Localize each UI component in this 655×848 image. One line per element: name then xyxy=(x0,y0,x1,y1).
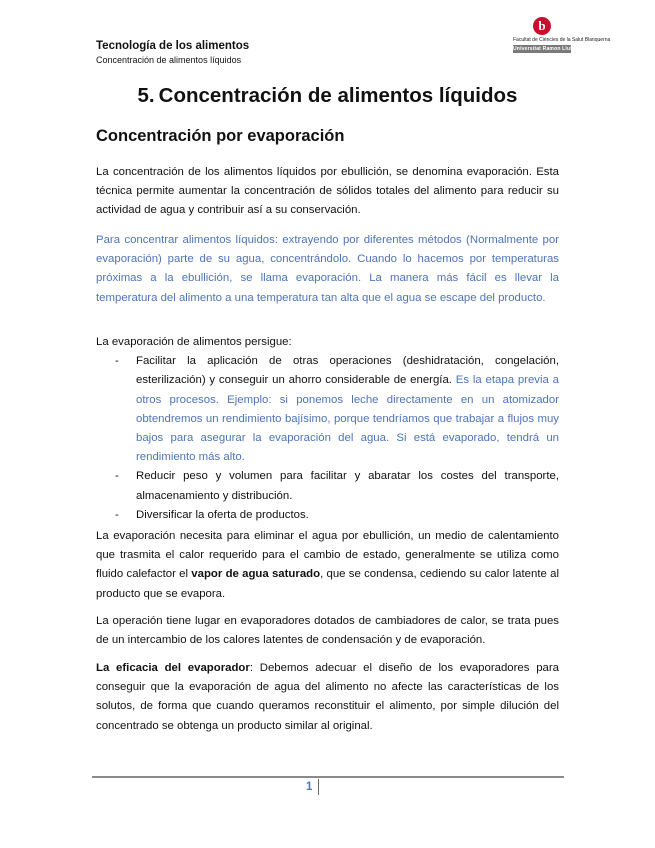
paragraph-intro: La concentración de los alimentos líquidos por ebullición, se denomina evaporación. Esta técnica permite aumentar la concentración de sólidos totales del alimento para reducir su actividad de agua y contribuir así a su conservación. xyxy=(96,166,559,217)
paragraph-bold-term: vapor de agua saturado xyxy=(191,568,321,581)
header-subtitle: Concentración de alimentos líquidos xyxy=(96,55,242,65)
list-item xyxy=(96,506,559,525)
paragraph-operation: La operación tiene lugar en evaporadores dotados de cambiadores de calor, se trata pues de un intercambio de los calores latentes de condensación y de evaporación. xyxy=(96,615,559,647)
chapter-title: Concentración de alimentos líquidos xyxy=(158,84,518,107)
header-title: Tecnología de los alimentos xyxy=(96,40,250,52)
paragraph-note: Para concentrar alimentos líquidos: extrayendo por diferentes métodos (Normalmente por evaporación) parte de su agua, concentrándolo. Cuando lo hacemos por temperaturas próximas a la ebullición, se llama evaporación. La manera más fácil es llevar la temperatura del alimento a una temperatura tan alta que el agua se escape del producto. xyxy=(96,234,559,304)
paragraph-efficiency xyxy=(96,659,559,736)
paragraph-text: , que se condensa, cediendo su calor latente al producto que se evapora. xyxy=(96,568,559,600)
list-intro: La evaporación de alimentos persigue: xyxy=(96,336,292,348)
list-item-note: Es la etapa previa a otros procesos. Ejemplo: si ponemos leche directamente en un atomizador obtendremos un rendimiento bajísimo, porque tendríamos que trabajar a flujos muy bajos para asegurar la evaporación del agua. Si está evaporado, tendrá un rendimiento más alto. xyxy=(136,374,559,464)
page-number: 1 xyxy=(306,781,313,793)
logo-mark-icon: b xyxy=(533,17,551,35)
list-item xyxy=(96,467,559,505)
list-item-text: Diversificar la oferta de productos. xyxy=(136,508,309,521)
university-logo xyxy=(513,17,611,53)
paragraph-bold-term: La eficacia del evaporador xyxy=(96,662,250,674)
chapter-number: 5. xyxy=(137,84,155,107)
objectives-list xyxy=(96,352,559,525)
section-heading: Concentración por evaporación xyxy=(96,127,345,145)
list-item xyxy=(96,352,559,467)
list-item-text: Facilitar la aplicación de otras operaciones (deshidratación, congelación, esterilización) y conseguir un ahorro considerable de energía. xyxy=(136,355,559,387)
objectives-block xyxy=(96,333,559,525)
page-number-divider xyxy=(318,779,319,795)
page-title xyxy=(0,84,655,108)
paragraph-text: La evaporación necesita para eliminar el agua por ebullición, un medio de calentamiento que trasmita el calor requerido para el cambio de estado, generalmente se utiliza como fluido calefactor el xyxy=(96,530,559,581)
paragraph-text: : Debemos adecuar el diseño de los evaporadores para conseguir que la evaporación de agua del alimento no afecte las características de los solutos, de forma que cuando queramos reconstituir el alimento, por simple dilución del concentrado se obtenga un producto similar al original. xyxy=(96,662,559,732)
logo-university-text: Universitat Ramon Llull xyxy=(513,46,574,52)
running-header xyxy=(96,39,249,66)
footer-divider xyxy=(92,776,564,778)
logo-faculty-text: Facultat de Ciències de la Salut Blanquerna xyxy=(513,37,611,43)
paragraph-heating xyxy=(96,527,559,604)
list-item-text: Reducir peso y volumen para facilitar y abaratar los costes del transporte, almacenamiento y distribución. xyxy=(136,470,559,502)
